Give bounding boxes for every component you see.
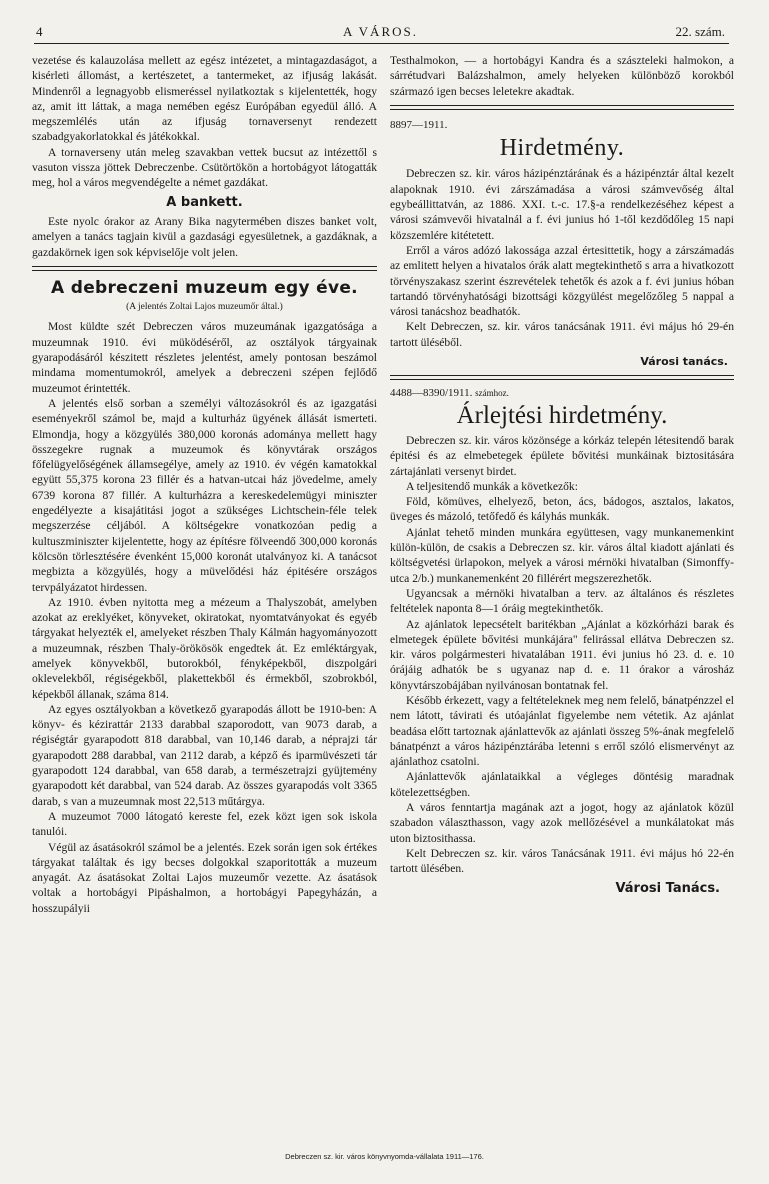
- paragraph: A muzeumot 7000 látogató kereste fel, ezek közt igen sok iskola tanulói.: [32, 809, 377, 839]
- article-byline: (A jelentés Zoltai Lajos muzeumőr által.): [126, 302, 283, 313]
- section-divider: [390, 105, 734, 110]
- paragraph: Ajánlat tehető minden munkára együttesen, vagy munkanemenkint külön-külön, de csakis a Debreczen sz. kir. város által kiadott ajánlati és költségvetési ürlapokon, melyek a városi mérnöki hivatalban (Simonffy-utca 2/b.) munkanemenként 20 fillérért megszerezhetők.: [390, 525, 734, 585]
- paragraph: Ajánlattevők ajánlataikkal a végleges döntésig maradnak kötelezettségben.: [390, 770, 734, 799]
- paragraph: Debreczen sz. kir. város közönsége a kórkáz telepén létesitendő barak épitési és az elmebetegek épülete bővitési munkáinak biztositására zártajánlati versenyt birdet.: [390, 433, 734, 478]
- section-title-banket: A bankett.: [166, 194, 243, 210]
- paragraph: A jelentés első sorban a személyi változásokról és az igazgatási eseményekről számol be, majd a kulturház ügyének állását ismerteti. Elmondja, hogy a közgyülés 380,000 koronás adománya mellett hagy összegekre rugnak a muzeumok és könyvtárak országos főfelügyelőségének államsegélye, amely az 1910. év végén kamatokkal együtt 55,375 korona 23 fillér és a hatvan-utcai ház jövedelme, amely 6739 korona 87 fillér. A kulturházra a kereskedelemügyi miniszter engedélyezte a kisajátitási jogot a szükséges Lichtschein-féle telek megszerzése céljából. A költségekre vonatkozóan pedig a kultuszminiszter kijelentette, hogy az építésre fölveendő 300,000 koronás kölcsön törlesztésére évenként 15,000 koronát utalványoz ki. A tanácsot megbizta a közgyülés, hogy a müvelődési ház épitésére országos tervpályázatot hirdessen.: [32, 396, 377, 594]
- paragraph: Ugyancsak a mérnöki hivatalban a terv. az általános és részletes feltételek naponta 8—1 óráig megtekinthetők.: [390, 586, 734, 616]
- paragraph: Kelt Debreczen sz. kir. város Tanácsának 1911. évi május hó 22-én tartott ülésében.: [390, 846, 734, 876]
- notice-reference: 8897—1911.: [390, 118, 448, 131]
- notice-title: Hirdetmény.: [499, 135, 625, 162]
- paragraph: Az ajánlatok lepecsételt baritékban „Ajánlat a közkórházi barak és elmetegek épülete bővitési munkájára" felirással ellátva Debreczen sz. kir. város polgármesteri hivatalában 1911. évi junius hó 23. d. e. 10 órájáig adhatók be s ugyanaz nap d. e. 11 órakor a városház könyvtárszobájában nyilvánosan bontatnak fel.: [390, 617, 734, 692]
- paragraph: A város fenntartja magának azt a jogot, hogy az ajánlatok közül szabadon választhasson, vagy azok mellőzésével a munkálatokat más uton biztosithassa.: [390, 801, 734, 845]
- header-divider: [34, 43, 729, 44]
- paragraph: Most küldte szét Debreczen város muzeumának igazgatósága a muzeumnak 1910. évi müködéséről, az osztályok tárgyainak gyarapodásáról készitett részletes jelentést, amely pontosan beszámol mindama momentumokról, amelyek a debreczeni szépen fejlődő muzeumot érintették.: [32, 320, 377, 395]
- tender-reference-number: 4488—8390/1911.: [390, 387, 473, 400]
- paragraph: Az 1910. évben nyitotta meg a mézeum a Thalyszobát, amelyben azokat az ereklyéket, könyveket, okiratokat, nyomtatványokat és egyéb tárgyakat helyezték el, amelyeket részben Thaly Kálmán hagyományozott a muzeumnak, részben Thaly-örökösök engedtek át. Ez emléktárgyak, amelyek könyvekből, butorokból, fényképekből, diszpolgári oklevelekből, régiségekből, plakettekből és érmekből, szobrokból, képekből állanak, száma 814.: [32, 595, 377, 701]
- tender-reference-suffix: számhoz.: [475, 388, 509, 399]
- right-column: [390, 53, 734, 900]
- page-header: [36, 24, 725, 42]
- paragraph: Föld, kömüves, elhelyező, beton, ács, bádogos, asztalos, lakatos, üveges és mázoló, tetőfedő és kályhás munkák.: [390, 495, 734, 524]
- tender-title: Árlejtési hirdetmény.: [456, 401, 668, 429]
- article-title-muzeum: A debreczeni muzeum egy éve.: [51, 277, 358, 298]
- paragraph: Az egyes osztályokban a következő gyarapodás állott be 1910-ben: A könyv- és kézirattár 2133 darabbal szaporodott, van 9073 darab, a régiségtár gyarapodott 818 darabbal, van 10,146 darab, a néprajzi tár gyarapodott 288 darabbal, van 2112 darab, a képző és iparmüvészeti tár gyarapodott 124 darabbal, van 658 darab, a természetrajzi gyüjtemény gyarapodott két darabbal, van 524 darab. Az összes gyarapodás volt 3365 darab, s van a muzeumnak most 22,513 műtárgya.: [32, 702, 377, 808]
- paragraph: Kelt Debreczen, sz. kir. város tanácsának 1911. évi május hó 29-én tartott üléséből.: [390, 320, 734, 349]
- paragraph: Debreczen sz. kir. város házipénztárának és a házipénztár által kezelt alapoknak 1910. évi zárszámadása a városi számvevőség által egybeállittatván, az 1886. XXI. t.-c. 17.§-a rendelkezéséhez képest a városi számvevői hivatalnál a f. évi junius hó 1-től kezdődőleg 15 napi közszemlére kitétetett.: [390, 167, 734, 242]
- page-number: 4: [36, 24, 43, 39]
- notice-signature: Városi tanács.: [640, 355, 728, 369]
- paragraph: A tornaverseny után meleg szavakban vettek bucsut az intézettől s vasuton vissza jöttek Debreczenbe. Csütörtökön a hortobágyot látogatták meg, hol a város megvendégelte a német gazdákat.: [32, 145, 377, 190]
- issue-number: 22. szám.: [675, 24, 725, 39]
- tender-reference: [390, 386, 734, 401]
- paragraph: Testhalmokon, — a hortobágyi Kandra és a szászteleki halmokon, a sárrétudvari Balázshalmon, amely helyeken különböző korokból származó igen becses leletekre akadtak.: [390, 54, 734, 98]
- left-column: [32, 53, 377, 916]
- paragraph: Végül az ásatásokról számol be a jelentés. Ezek során igen sok értékes tárgyakat találtak és igy becses dolgokkal szaporitották a muzeum anyagát. Az ásatásokat Zoltai Lajos muzeumőr vezette. Az ásatások voltak a hortobágyi Pipáshalmon, a hortobágyi Papegyházán, a hosszupályii: [32, 840, 377, 915]
- paragraph: vezetése és kalauzolása mellett az egész intézetet, a mintagazdaságot, a kisérleti állomást, a kertészetet, a tantermeket, az ifjuság lakását. Mindenről a legnagyobb elismeréssel nyilatkoztak s kijelentették, hogy az, amit itt láttak, a maga nemében egész Európában egyedül álló. A megszemlélés után az ifjuság tornaversenyt rendezett szabadgyakorlatokkal és játékokkal.: [32, 54, 377, 144]
- paragraph: Erről a város adózó lakossága azzal értesittetik, hogy a zárszámadás az emlitett helyen a hivatalos órák alatt megtekinthető s arra a hivatkozott törvényszakasz szerint észrevételek tehetők és azok a f. évi junius hóban tartandó törvényhatósági bizottsági közgyülést megelőzőleg 5 nappal a városi tanácshoz beadhatók.: [390, 243, 734, 319]
- section-divider: [390, 375, 734, 380]
- printer-imprint: Debreczen sz. kir. város könyvnyomda-vállalata 1911—176.: [285, 1152, 484, 1161]
- tender-signature: Városi Tanács.: [615, 880, 720, 896]
- paragraph: Este nyolc órakor az Arany Bika nagytermében diszes banket volt, amelyen a tanács tagjain kivül a gazdasági egyesületnek, a gazdáknak, a gazdakörnek igen sok képviselője volt jelen.: [32, 214, 377, 259]
- paragraph: A teljesitendő munkák a következők:: [406, 479, 578, 493]
- section-divider: [32, 266, 377, 271]
- publication-title: A VÁROS.: [342, 24, 418, 39]
- paragraph: Később érkezett, vagy a feltételeknek meg nem felelő, bánatpénzzel el nem látott, távirati és utóajánlat figyelembe nem vétetik. Az ajánlat beadása előtt tartoznak ajánlattevők az ajánlati összeg 5%-ának megfelelő bánatpénzt a város házipénztárába letenni s erről szóló elismervényt az ajánlathoz csatolni.: [390, 693, 734, 769]
